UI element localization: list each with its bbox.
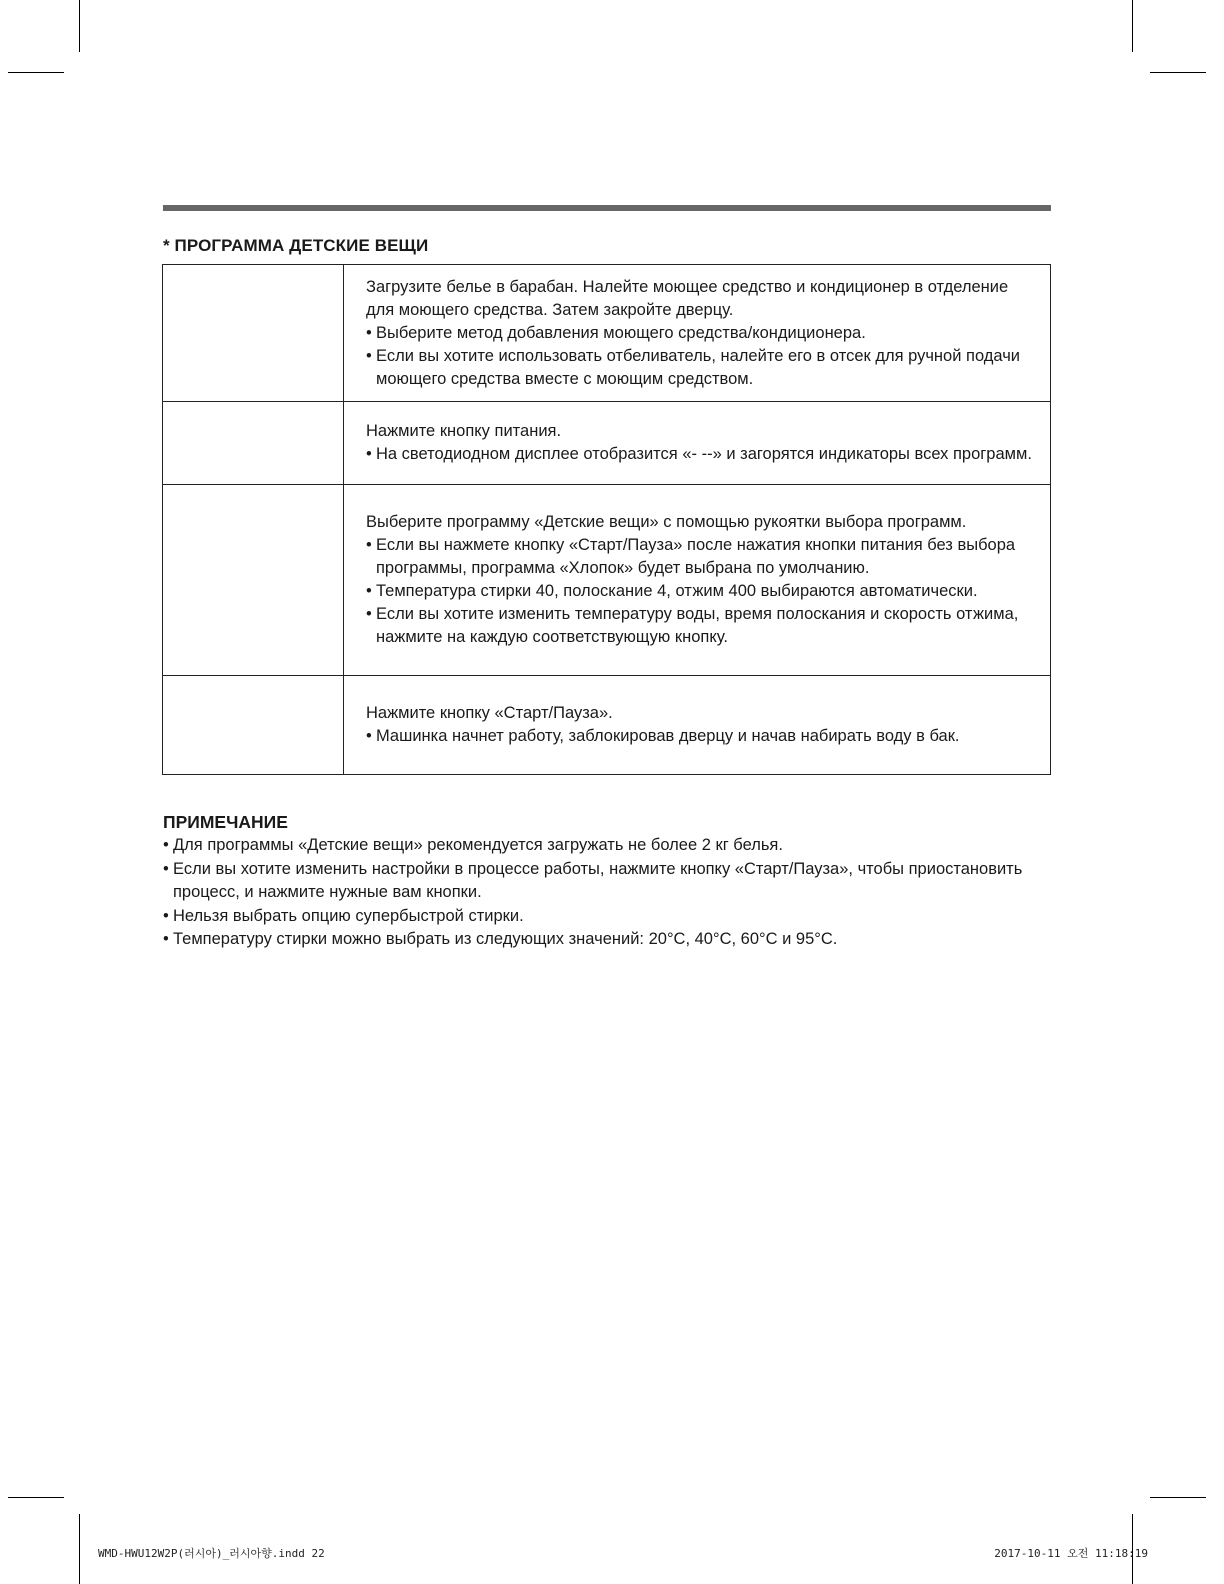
steps-table: [162, 264, 1051, 775]
footer-timestamp: 2017-10-11 오전 11:18:19: [994, 1547, 1148, 1560]
section-divider: [163, 205, 1051, 211]
step-image-cell: [163, 485, 344, 676]
step-text-cell: [344, 676, 1051, 775]
crop-mark: [8, 72, 64, 73]
list-item: • Машинка начнет работу, заблокировав дверцу и начав набирать воду в бак.: [366, 725, 1036, 748]
list-item: • Если вы хотите использовать отбеливатель, налейте его в отсек для ручной подачи моющего средства вместе с моющим средством.: [366, 345, 1036, 391]
step-intro: Нажмите кнопку питания.: [366, 422, 562, 440]
list-item: • Температуру стирки можно выбрать из следующих значений: 20°C, 40°C, 60°C и 95°C.: [163, 928, 1043, 952]
step-image-cell: [163, 265, 344, 402]
list-item: • Если вы нажмете кнопку «Старт/Пауза» после нажатия кнопки питания без выбора программы, программа «Хлопок» будет выбрана по умолчанию.: [366, 534, 1036, 580]
list-item: • Если вы хотите изменить настройки в процессе работы, нажмите кнопку «Старт/Пауза», чтобы приостановить процесс, и нажмите нужные вам кнопки.: [163, 858, 1043, 905]
section-title: * ПРОГРАММА ДЕТСКИЕ ВЕЩИ: [163, 236, 429, 255]
crop-mark: [8, 1497, 64, 1498]
note-list: [163, 834, 1043, 952]
table-row: [163, 485, 1051, 676]
list-item: • Если вы хотите изменить температуру воды, время полоскания и скорость отжима, нажмите на каждую соответствующую кнопку.: [366, 603, 1036, 649]
note-title: ПРИМЕЧАНИЕ: [163, 812, 288, 832]
crop-mark: [79, 1514, 80, 1584]
step-intro: Выберите программу «Детские вещи» с помощью рукоятки выбора программ.: [366, 513, 967, 531]
footer-file-name: WMD-HWU12W2P(러시아)_러시아향.indd 22: [98, 1547, 325, 1560]
crop-mark: [1150, 1497, 1206, 1498]
list-item: • Для программы «Детские вещи» рекомендуется загружать не более 2 кг белья.: [163, 834, 1043, 858]
step-image-cell: [163, 402, 344, 485]
list-item: • Выберите метод добавления моющего средства/кондиционера.: [366, 322, 1036, 345]
step-image-cell: [163, 676, 344, 775]
list-item: • Температура стирки 40, полоскание 4, отжим 400 выбираются автоматически.: [366, 580, 1036, 603]
step-text-cell: [344, 402, 1051, 485]
crop-mark: [1150, 72, 1206, 73]
step-text-cell: [344, 265, 1051, 402]
table-row: [163, 676, 1051, 775]
crop-mark: [1132, 0, 1133, 52]
list-item: • На светодиодном дисплее отобразится «- --» и загорятся индикаторы всех программ.: [366, 443, 1036, 466]
step-intro: Нажмите кнопку «Старт/Пауза».: [366, 704, 613, 722]
step-text-cell: [344, 485, 1051, 676]
table-row: [163, 265, 1051, 402]
crop-mark: [79, 0, 80, 52]
table-row: [163, 402, 1051, 485]
step-intro: Загрузите белье в барабан. Налейте моющее средство и кондиционер в отделение для моющего средства. Затем закройте дверцу.: [366, 277, 1009, 319]
list-item: • Нельзя выбрать опцию супербыстрой стирки.: [163, 905, 1043, 929]
